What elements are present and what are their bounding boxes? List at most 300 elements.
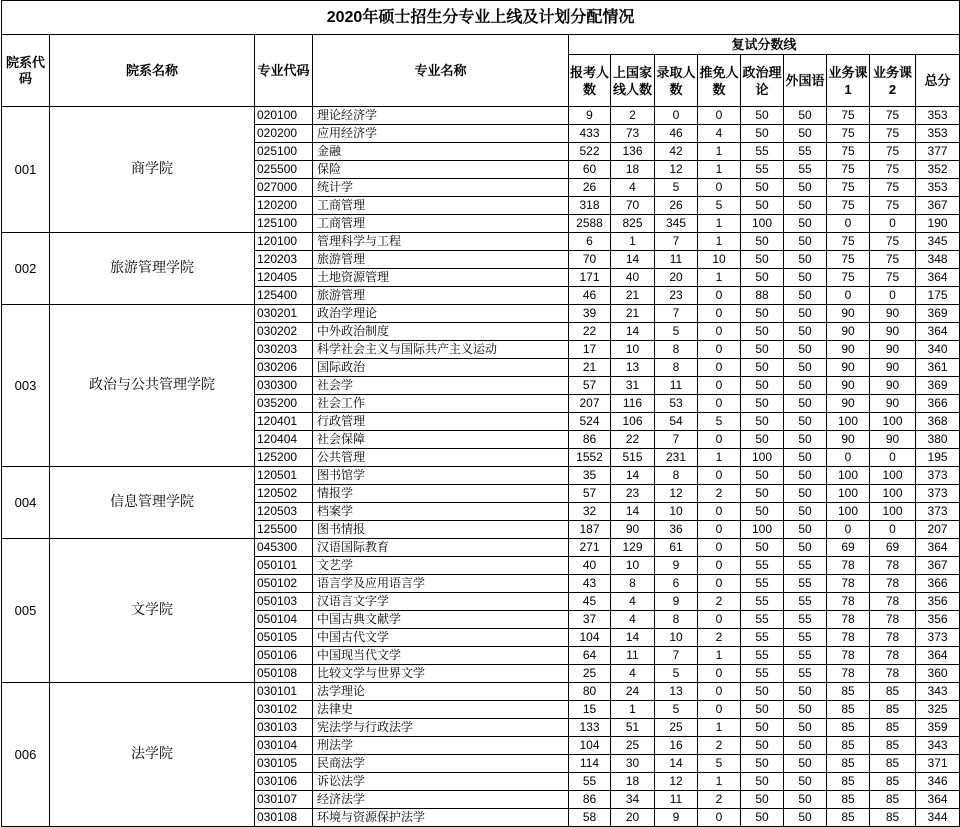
admitted-cell: 5 <box>655 665 698 683</box>
dept-code-cell: 004 <box>2 467 50 539</box>
major-code-cell: 025500 <box>255 161 313 179</box>
major-code-cell: 030103 <box>255 719 313 737</box>
total-cell: 369 <box>916 377 960 395</box>
header-total: 总分 <box>916 55 960 107</box>
total-cell: 364 <box>916 647 960 665</box>
applicants-cell: 58 <box>569 809 611 827</box>
applicants-cell: 207 <box>569 395 611 413</box>
admitted-cell: 231 <box>655 449 698 467</box>
major-code-cell: 120501 <box>255 467 313 485</box>
politics-cell: 55 <box>741 575 784 593</box>
subject-2-cell: 85 <box>870 719 916 737</box>
above-line-cell: 136 <box>611 143 655 161</box>
above-line-cell: 18 <box>611 773 655 791</box>
subject-2-cell: 69 <box>870 539 916 557</box>
header-group-retest: 复试分数线 <box>569 35 960 55</box>
recommended-cell: 1 <box>698 161 741 179</box>
header-applicants: 报考人数 <box>569 55 611 107</box>
header-politics: 政治理论 <box>741 55 784 107</box>
recommended-cell: 0 <box>698 107 741 125</box>
major-name-cell: 管理科学与工程 <box>313 233 569 251</box>
foreign-language-cell: 50 <box>784 269 827 287</box>
politics-cell: 50 <box>741 341 784 359</box>
subject-1-cell: 0 <box>827 215 870 233</box>
foreign-language-cell: 50 <box>784 737 827 755</box>
politics-cell: 50 <box>741 269 784 287</box>
above-line-cell: 90 <box>611 521 655 539</box>
recommended-cell: 4 <box>698 125 741 143</box>
politics-cell: 50 <box>741 323 784 341</box>
total-cell: 348 <box>916 251 960 269</box>
above-line-cell: 1 <box>611 233 655 251</box>
total-cell: 371 <box>916 755 960 773</box>
subject-1-cell: 78 <box>827 629 870 647</box>
applicants-cell: 104 <box>569 629 611 647</box>
above-line-cell: 825 <box>611 215 655 233</box>
major-code-cell: 050105 <box>255 629 313 647</box>
total-cell: 344 <box>916 809 960 827</box>
total-cell: 340 <box>916 341 960 359</box>
major-code-cell: 030108 <box>255 809 313 827</box>
foreign-language-cell: 55 <box>784 593 827 611</box>
politics-cell: 50 <box>741 359 784 377</box>
politics-cell: 50 <box>741 737 784 755</box>
subject-1-cell: 78 <box>827 593 870 611</box>
table-row <box>2 305 960 323</box>
recommended-cell: 2 <box>698 791 741 809</box>
subject-1-cell: 85 <box>827 737 870 755</box>
applicants-cell: 433 <box>569 125 611 143</box>
subject-2-cell: 100 <box>870 503 916 521</box>
subject-1-cell: 90 <box>827 341 870 359</box>
recommended-cell: 2 <box>698 737 741 755</box>
recommended-cell: 0 <box>698 341 741 359</box>
subject-1-cell: 75 <box>827 197 870 215</box>
admitted-cell: 42 <box>655 143 698 161</box>
politics-cell: 50 <box>741 485 784 503</box>
subject-2-cell: 78 <box>870 665 916 683</box>
major-code-cell: 020200 <box>255 125 313 143</box>
subject-2-cell: 75 <box>870 107 916 125</box>
major-code-cell: 120405 <box>255 269 313 287</box>
recommended-cell: 1 <box>698 233 741 251</box>
total-cell: 366 <box>916 575 960 593</box>
applicants-cell: 187 <box>569 521 611 539</box>
major-name-cell: 中国古代文学 <box>313 629 569 647</box>
above-line-cell: 51 <box>611 719 655 737</box>
header-dept-code: 院系代码 <box>2 35 50 107</box>
above-line-cell: 10 <box>611 341 655 359</box>
dept-code-cell: 003 <box>2 305 50 467</box>
major-code-cell: 125100 <box>255 215 313 233</box>
politics-cell: 50 <box>741 755 784 773</box>
admitted-cell: 25 <box>655 719 698 737</box>
subject-1-cell: 78 <box>827 611 870 629</box>
admitted-cell: 5 <box>655 323 698 341</box>
above-line-cell: 31 <box>611 377 655 395</box>
header-dept-name: 院系名称 <box>50 35 255 107</box>
major-name-cell: 图书情报 <box>313 521 569 539</box>
foreign-language-cell: 50 <box>784 485 827 503</box>
applicants-cell: 524 <box>569 413 611 431</box>
recommended-cell: 2 <box>698 485 741 503</box>
major-name-cell: 应用经济学 <box>313 125 569 143</box>
applicants-cell: 57 <box>569 485 611 503</box>
admitted-cell: 13 <box>655 683 698 701</box>
recommended-cell: 0 <box>698 305 741 323</box>
above-line-cell: 1 <box>611 701 655 719</box>
politics-cell: 50 <box>741 431 784 449</box>
subject-1-cell: 85 <box>827 701 870 719</box>
total-cell: 369 <box>916 305 960 323</box>
total-cell: 361 <box>916 359 960 377</box>
major-code-cell: 120401 <box>255 413 313 431</box>
subject-2-cell: 85 <box>870 773 916 791</box>
foreign-language-cell: 50 <box>784 305 827 323</box>
recommended-cell: 0 <box>698 611 741 629</box>
total-cell: 346 <box>916 773 960 791</box>
subject-2-cell: 90 <box>870 431 916 449</box>
foreign-language-cell: 50 <box>784 539 827 557</box>
politics-cell: 50 <box>741 305 784 323</box>
above-line-cell: 23 <box>611 485 655 503</box>
foreign-language-cell: 50 <box>784 359 827 377</box>
subject-1-cell: 85 <box>827 755 870 773</box>
applicants-cell: 32 <box>569 503 611 521</box>
politics-cell: 50 <box>741 395 784 413</box>
subject-1-cell: 90 <box>827 431 870 449</box>
subject-2-cell: 75 <box>870 197 916 215</box>
recommended-cell: 0 <box>698 323 741 341</box>
total-cell: 325 <box>916 701 960 719</box>
subject-1-cell: 85 <box>827 719 870 737</box>
major-code-cell: 045300 <box>255 539 313 557</box>
above-line-cell: 18 <box>611 161 655 179</box>
dept-name-cell: 法学院 <box>50 683 255 827</box>
applicants-cell: 37 <box>569 611 611 629</box>
subject-1-cell: 78 <box>827 557 870 575</box>
admitted-cell: 8 <box>655 611 698 629</box>
recommended-cell: 0 <box>698 557 741 575</box>
major-code-cell: 030106 <box>255 773 313 791</box>
total-cell: 207 <box>916 521 960 539</box>
total-cell: 373 <box>916 503 960 521</box>
admitted-cell: 26 <box>655 197 698 215</box>
politics-cell: 50 <box>741 701 784 719</box>
above-line-cell: 4 <box>611 665 655 683</box>
above-line-cell: 34 <box>611 791 655 809</box>
recommended-cell: 1 <box>698 449 741 467</box>
foreign-language-cell: 55 <box>784 611 827 629</box>
major-name-cell: 社会保障 <box>313 431 569 449</box>
subject-1-cell: 75 <box>827 269 870 287</box>
politics-cell: 50 <box>741 197 784 215</box>
major-code-cell: 050102 <box>255 575 313 593</box>
total-cell: 377 <box>916 143 960 161</box>
table-row <box>2 683 960 701</box>
major-name-cell: 情报学 <box>313 485 569 503</box>
header-major-code: 专业代码 <box>255 35 313 107</box>
subject-2-cell: 78 <box>870 557 916 575</box>
total-cell: 373 <box>916 485 960 503</box>
subject-2-cell: 85 <box>870 755 916 773</box>
total-cell: 353 <box>916 179 960 197</box>
politics-cell: 50 <box>741 773 784 791</box>
politics-cell: 88 <box>741 287 784 305</box>
admitted-cell: 46 <box>655 125 698 143</box>
politics-cell: 55 <box>741 611 784 629</box>
total-cell: 359 <box>916 719 960 737</box>
above-line-cell: 25 <box>611 737 655 755</box>
subject-1-cell: 90 <box>827 323 870 341</box>
politics-cell: 50 <box>741 179 784 197</box>
foreign-language-cell: 50 <box>784 719 827 737</box>
major-code-cell: 125200 <box>255 449 313 467</box>
admitted-cell: 12 <box>655 161 698 179</box>
major-name-cell: 统计学 <box>313 179 569 197</box>
major-name-cell: 政治学理论 <box>313 305 569 323</box>
applicants-cell: 39 <box>569 305 611 323</box>
dept-code-cell: 002 <box>2 233 50 305</box>
applicants-cell: 9 <box>569 107 611 125</box>
applicants-cell: 15 <box>569 701 611 719</box>
major-name-cell: 公共管理 <box>313 449 569 467</box>
applicants-cell: 133 <box>569 719 611 737</box>
politics-cell: 55 <box>741 629 784 647</box>
dept-code-cell: 005 <box>2 539 50 683</box>
recommended-cell: 0 <box>698 467 741 485</box>
subject-2-cell: 75 <box>870 233 916 251</box>
applicants-cell: 22 <box>569 323 611 341</box>
subject-2-cell: 100 <box>870 413 916 431</box>
subject-2-cell: 85 <box>870 683 916 701</box>
major-code-cell: 050103 <box>255 593 313 611</box>
major-code-cell: 120404 <box>255 431 313 449</box>
applicants-cell: 64 <box>569 647 611 665</box>
above-line-cell: 10 <box>611 557 655 575</box>
foreign-language-cell: 50 <box>784 287 827 305</box>
major-name-cell: 国际政治 <box>313 359 569 377</box>
admitted-cell: 8 <box>655 359 698 377</box>
total-cell: 356 <box>916 611 960 629</box>
recommended-cell: 0 <box>698 395 741 413</box>
major-name-cell: 汉语国际教育 <box>313 539 569 557</box>
recommended-cell: 0 <box>698 683 741 701</box>
major-name-cell: 民商法学 <box>313 755 569 773</box>
admitted-cell: 5 <box>655 701 698 719</box>
major-name-cell: 旅游管理 <box>313 287 569 305</box>
admitted-cell: 12 <box>655 485 698 503</box>
major-name-cell: 社会学 <box>313 377 569 395</box>
admitted-cell: 5 <box>655 179 698 197</box>
subject-1-cell: 75 <box>827 161 870 179</box>
above-line-cell: 11 <box>611 647 655 665</box>
major-code-cell: 030300 <box>255 377 313 395</box>
applicants-cell: 1552 <box>569 449 611 467</box>
header-subject-2: 业务课2 <box>870 55 916 107</box>
subject-1-cell: 78 <box>827 665 870 683</box>
header-subject-1: 业务课1 <box>827 55 870 107</box>
above-line-cell: 40 <box>611 269 655 287</box>
recommended-cell: 1 <box>698 773 741 791</box>
recommended-cell: 0 <box>698 287 741 305</box>
admitted-cell: 11 <box>655 251 698 269</box>
header-recommended: 推免人数 <box>698 55 741 107</box>
subject-2-cell: 78 <box>870 611 916 629</box>
admitted-cell: 7 <box>655 233 698 251</box>
subject-1-cell: 85 <box>827 683 870 701</box>
major-name-cell: 理论经济学 <box>313 107 569 125</box>
applicants-cell: 6 <box>569 233 611 251</box>
admitted-cell: 14 <box>655 755 698 773</box>
above-line-cell: 73 <box>611 125 655 143</box>
admitted-cell: 16 <box>655 737 698 755</box>
subject-2-cell: 90 <box>870 341 916 359</box>
header-foreign-language: 外国语 <box>784 55 827 107</box>
major-name-cell: 文艺学 <box>313 557 569 575</box>
politics-cell: 100 <box>741 521 784 539</box>
admitted-cell: 20 <box>655 269 698 287</box>
admitted-cell: 9 <box>655 809 698 827</box>
subject-2-cell: 85 <box>870 701 916 719</box>
admitted-cell: 8 <box>655 341 698 359</box>
foreign-language-cell: 50 <box>784 431 827 449</box>
politics-cell: 50 <box>741 683 784 701</box>
major-name-cell: 语言学及应用语言学 <box>313 575 569 593</box>
politics-cell: 55 <box>741 143 784 161</box>
subject-1-cell: 75 <box>827 107 870 125</box>
major-code-cell: 050101 <box>255 557 313 575</box>
above-line-cell: 30 <box>611 755 655 773</box>
total-cell: 368 <box>916 413 960 431</box>
applicants-cell: 46 <box>569 287 611 305</box>
recommended-cell: 5 <box>698 755 741 773</box>
applicants-cell: 318 <box>569 197 611 215</box>
recommended-cell: 0 <box>698 521 741 539</box>
applicants-cell: 271 <box>569 539 611 557</box>
applicants-cell: 17 <box>569 341 611 359</box>
recommended-cell: 0 <box>698 665 741 683</box>
recommended-cell: 10 <box>698 251 741 269</box>
total-cell: 353 <box>916 107 960 125</box>
major-name-cell: 中国古典文献学 <box>313 611 569 629</box>
foreign-language-cell: 50 <box>784 755 827 773</box>
admitted-cell: 12 <box>655 773 698 791</box>
recommended-cell: 1 <box>698 647 741 665</box>
major-code-cell: 030202 <box>255 323 313 341</box>
subject-2-cell: 0 <box>870 215 916 233</box>
major-name-cell: 工商管理 <box>313 215 569 233</box>
above-line-cell: 4 <box>611 593 655 611</box>
politics-cell: 50 <box>741 413 784 431</box>
foreign-language-cell: 50 <box>784 179 827 197</box>
applicants-cell: 25 <box>569 665 611 683</box>
total-cell: 345 <box>916 233 960 251</box>
total-cell: 175 <box>916 287 960 305</box>
major-code-cell: 030107 <box>255 791 313 809</box>
foreign-language-cell: 50 <box>784 467 827 485</box>
major-name-cell: 中国现当代文学 <box>313 647 569 665</box>
subject-2-cell: 75 <box>870 269 916 287</box>
header-admitted: 录取人数 <box>655 55 698 107</box>
total-cell: 364 <box>916 269 960 287</box>
major-name-cell: 图书馆学 <box>313 467 569 485</box>
total-cell: 373 <box>916 467 960 485</box>
admitted-cell: 0 <box>655 107 698 125</box>
applicants-cell: 43 <box>569 575 611 593</box>
foreign-language-cell: 50 <box>784 125 827 143</box>
major-code-cell: 050108 <box>255 665 313 683</box>
subject-1-cell: 0 <box>827 287 870 305</box>
major-code-cell: 120203 <box>255 251 313 269</box>
dept-name-cell: 政治与公共管理学院 <box>50 305 255 467</box>
subject-1-cell: 75 <box>827 233 870 251</box>
table-row <box>2 539 960 557</box>
recommended-cell: 1 <box>698 269 741 287</box>
above-line-cell: 14 <box>611 467 655 485</box>
major-code-cell: 020100 <box>255 107 313 125</box>
major-code-cell: 120503 <box>255 503 313 521</box>
major-code-cell: 030104 <box>255 737 313 755</box>
admitted-cell: 7 <box>655 647 698 665</box>
applicants-cell: 522 <box>569 143 611 161</box>
admitted-cell: 23 <box>655 287 698 305</box>
admission-table <box>1 0 960 827</box>
table-row <box>2 107 960 125</box>
dept-code-cell: 001 <box>2 107 50 233</box>
subject-1-cell: 100 <box>827 467 870 485</box>
major-code-cell: 030105 <box>255 755 313 773</box>
dept-name-cell: 商学院 <box>50 107 255 233</box>
major-code-cell: 120502 <box>255 485 313 503</box>
foreign-language-cell: 50 <box>784 341 827 359</box>
subject-2-cell: 75 <box>870 161 916 179</box>
above-line-cell: 515 <box>611 449 655 467</box>
subject-2-cell: 85 <box>870 791 916 809</box>
dept-code-cell: 006 <box>2 683 50 827</box>
admitted-cell: 345 <box>655 215 698 233</box>
total-cell: 190 <box>916 215 960 233</box>
politics-cell: 50 <box>741 251 784 269</box>
header-major-name: 专业名称 <box>313 35 569 107</box>
above-line-cell: 14 <box>611 251 655 269</box>
subject-2-cell: 90 <box>870 395 916 413</box>
applicants-cell: 114 <box>569 755 611 773</box>
applicants-cell: 40 <box>569 557 611 575</box>
major-name-cell: 法律史 <box>313 701 569 719</box>
admitted-cell: 54 <box>655 413 698 431</box>
admitted-cell: 9 <box>655 557 698 575</box>
table-row <box>2 467 960 485</box>
recommended-cell: 0 <box>698 809 741 827</box>
subject-2-cell: 0 <box>870 521 916 539</box>
politics-cell: 55 <box>741 665 784 683</box>
recommended-cell: 1 <box>698 719 741 737</box>
foreign-language-cell: 50 <box>784 449 827 467</box>
foreign-language-cell: 55 <box>784 665 827 683</box>
subject-1-cell: 85 <box>827 773 870 791</box>
foreign-language-cell: 50 <box>784 197 827 215</box>
politics-cell: 50 <box>741 467 784 485</box>
major-name-cell: 档案学 <box>313 503 569 521</box>
applicants-cell: 60 <box>569 161 611 179</box>
major-name-cell: 经济法学 <box>313 791 569 809</box>
foreign-language-cell: 50 <box>784 395 827 413</box>
subject-1-cell: 78 <box>827 575 870 593</box>
politics-cell: 55 <box>741 161 784 179</box>
major-code-cell: 125500 <box>255 521 313 539</box>
subject-1-cell: 90 <box>827 377 870 395</box>
